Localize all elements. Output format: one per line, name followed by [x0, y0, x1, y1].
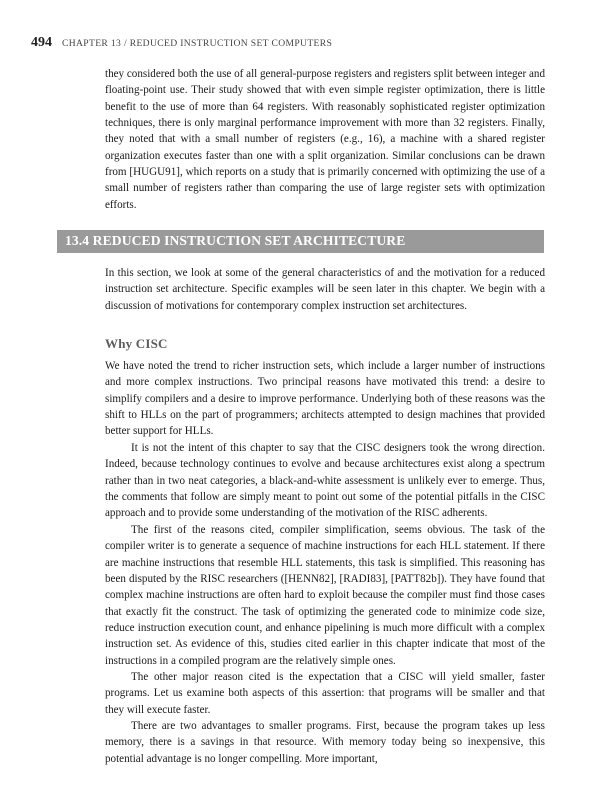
- paragraph-smaller-faster: The other major reason cited is the expectation that a CISC will yield smaller, faster programs. Let us examine both aspects of this assertion: that programs will be smaller and that they will execute faster.: [105, 671, 545, 716]
- paragraph-cisc-intent: It is not the intent of this chapter to say that the CISC designers took the wrong direction. Indeed, because technology continues to evolve and because architectures exist along a spectrum rather than in two neat categories, a black-and-white assessment is unlikely ever to emerge. Thus, the comments that follow are simply meant to point out some of the potential pitfalls in the CISC approach and to provide some understanding of the motivation of the RISC adherents.: [105, 442, 545, 520]
- paragraph-cisc-trend: We have noted the trend to richer instruction sets, which include a larger number of instructions and more complex instructions. Two principal reasons have motivated this trend: a desire to simplify compilers and a desire to improve performance. Underlying both of these reasons was the shift to HLLs on the part of programmers; architects attempted to design machines that provided better support for HLLs.: [105, 360, 545, 438]
- page-number: 494: [31, 35, 52, 50]
- paragraph-compiler-simplification: The first of the reasons cited, compiler simplification, seems obvious. The task of the compiler writer is to generate a sequence of machine instructions for each HLL statement. If there are machine instructions that resemble HLL statements, this task is simplified. This reasoning has been disputed by the RISC researchers ([HENN82], [RADI83], [PATT82b]). They have found that complex machine instructions are often hard to exploit because the compiler must find those cases that exactly fit the construct. The task of optimizing the generated code to minimize code size, reduce instruction execution count, and enhance pipelining is much more difficult with a complex instruction set. As evidence of this, studies cited earlier in this chapter indicate that most of the instructions in a compiled program are the relatively simple ones.: [105, 524, 545, 667]
- section-heading-bar: [57, 230, 544, 253]
- section-heading: 13.4 REDUCED INSTRUCTION SET ARCHITECTURE: [65, 233, 406, 248]
- paragraph-smaller-programs: There are two advantages to smaller programs. First, because the program takes up less memory, there is a savings in that resource. With memory today being so inexpensive, this potential advantage is no longer compelling. More important,: [105, 720, 545, 765]
- running-header: [31, 35, 332, 51]
- running-title: CHAPTER 13 / REDUCED INSTRUCTION SET COMPUTERS: [62, 38, 333, 49]
- subheading-why-cisc: Why CISC: [105, 336, 168, 351]
- paragraph-section-intro: In this section, we look at some of the general characteristics of and the motivation for a reduced instruction set architecture. Specific examples will be seen later in this chapter. We begin with a discussion of motivations for contemporary complex instruction set architectures.: [105, 267, 545, 312]
- paragraph-register-study: they considered both the use of all general-purpose registers and registers split between integer and floating-point use. Their study showed that with even simple register optimization, there is little benefit to the use of more than 64 registers. With reasonably sophisticated register optimization techniques, there is only marginal performance improvement with more than 32 registers. Finally, they noted that with a small number of registers (e.g., 16), a machine with a shared register organization executes faster than one with a split organization. Similar conclusions can be drawn from [HUGU91], which reports on a study that is primarily concerned with optimizing the use of a small number of registers rather than comparing the use of large register sets with optimization efforts.: [105, 68, 545, 211]
